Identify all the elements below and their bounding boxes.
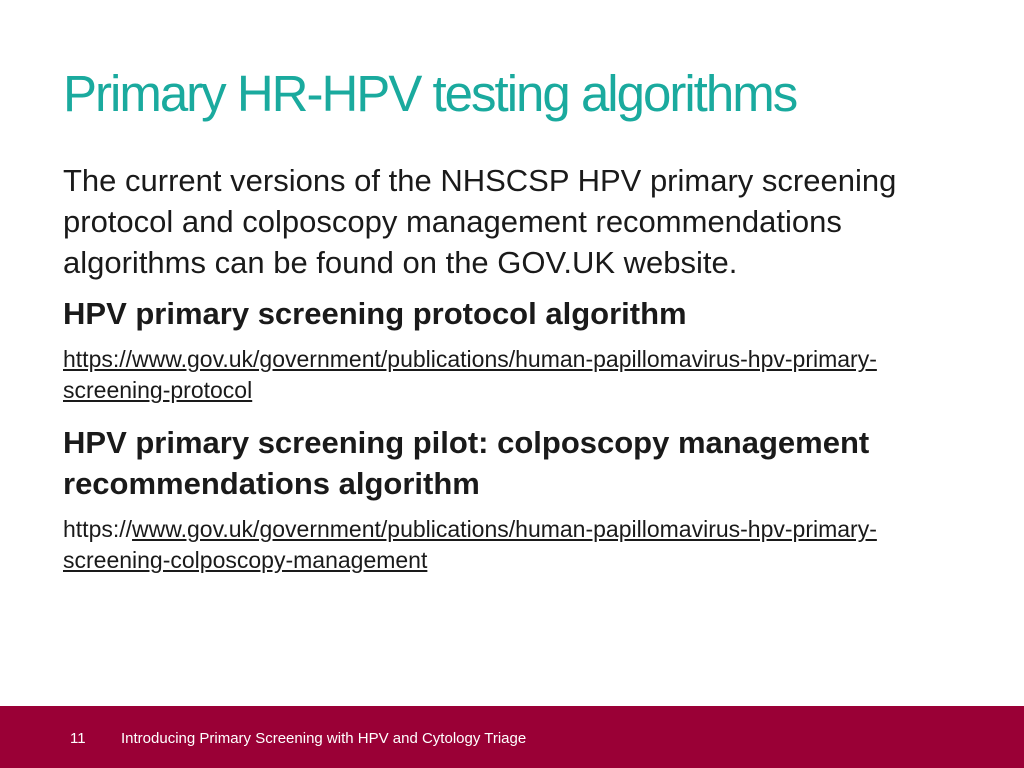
slide-title: Primary HR-HPV testing algorithms — [63, 65, 797, 122]
link-prefix: https:// — [63, 516, 133, 542]
footer-bar — [0, 706, 1024, 768]
section-heading-protocol: HPV primary screening protocol algorithm — [63, 296, 687, 331]
page-number: 11 — [70, 730, 86, 747]
colposcopy-algorithm-link[interactable]: www.gov.uk/government/publications/human-papillomavirus-hpv-primary-screening-colposcopy-management — [63, 516, 877, 573]
footer-text: Introducing Primary Screening with HPV and Cytology Triage — [121, 730, 527, 747]
slide-body — [63, 160, 983, 592]
intro-paragraph: The current versions of the NHSCSP HPV primary screening protocol and colposcopy management recommendations algorithms can be found on the GOV.UK website. — [63, 163, 897, 280]
protocol-algorithm-link[interactable]: https://www.gov.uk/government/publications/human-papillomavirus-hpv-primary-screening-protocol — [63, 346, 877, 403]
section-link-paragraph-protocol — [63, 344, 983, 406]
section-heading-colposcopy: HPV primary screening pilot: colposcopy management recommendations algorithm — [63, 425, 870, 501]
section-link-paragraph-colposcopy — [63, 514, 983, 576]
